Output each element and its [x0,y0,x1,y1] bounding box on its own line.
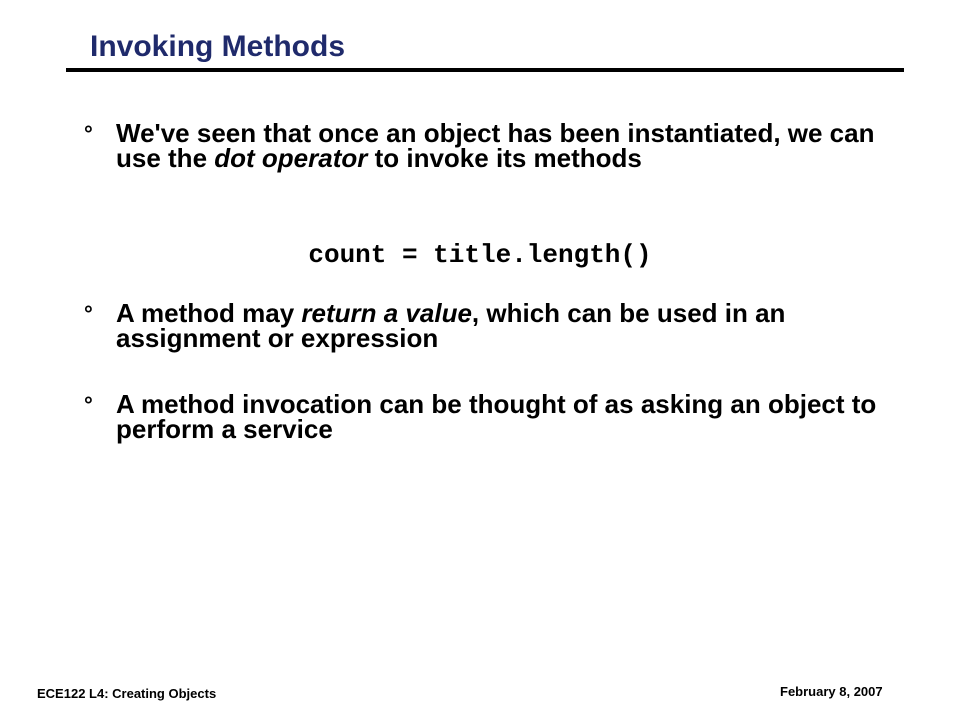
footer-date: February 8, 2007 [780,684,883,699]
bullet-2-emphasis: return a value [301,298,472,328]
code-example: count = title.length() [308,240,652,270]
bullet-1-part-a: We've seen that once an object has been instantiated, we can use the [116,118,875,173]
bullet-1-emphasis: dot operator [214,143,368,173]
footer-course-label: ECE122 L4: Creating Objects [37,686,217,701]
bullet-text-1 [116,118,906,173]
bullet-1-part-c: to invoke its methods [367,143,642,173]
bullet-marker-1: ° [84,121,93,146]
slide-title: Invoking Methods [90,30,345,63]
bullet-text-3: A method invocation can be thought of as asking an object to perform a service [116,389,877,444]
bullet-2-part-a: A method may [116,298,302,328]
bullet-text-2 [116,298,906,353]
bullet-marker-2: ° [84,301,93,326]
title-underline [66,68,904,72]
bullet-2-part-c: , which can be used in an assignment or expression [116,298,786,353]
bullet-marker-3: ° [84,392,93,417]
